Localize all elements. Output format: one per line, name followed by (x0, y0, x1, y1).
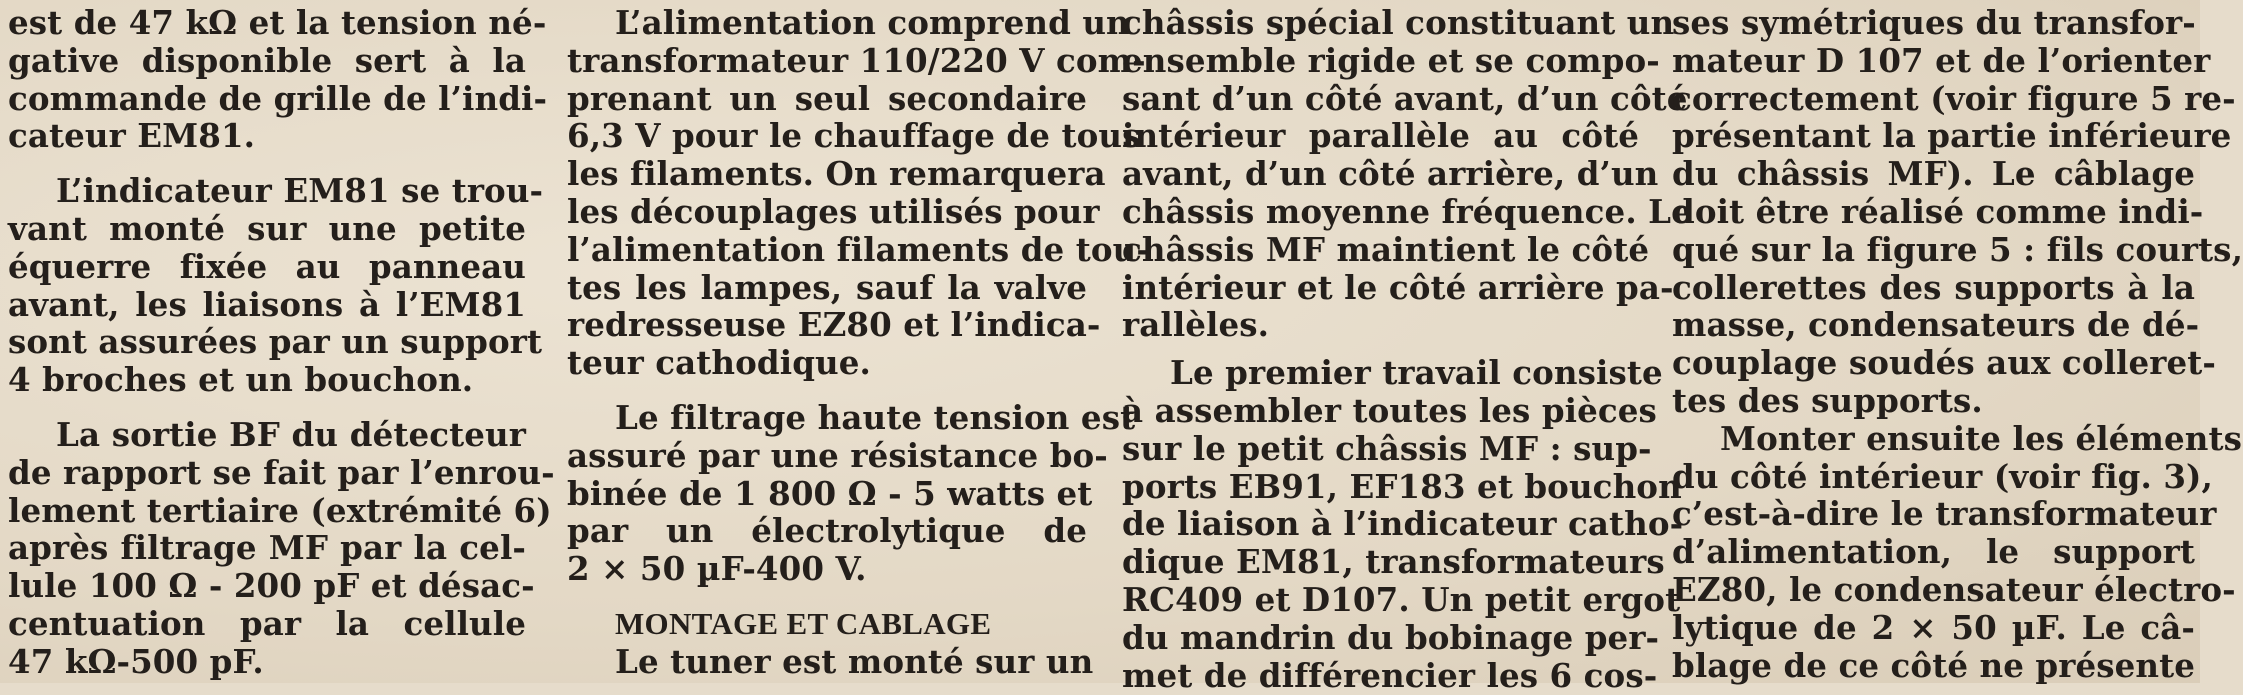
text-line: tes les lampes, sauf la valve (567, 267, 1087, 307)
paragraph (567, 397, 1136, 589)
paragraph (8, 414, 555, 681)
text-line: ensemble rigide et se compo- (1122, 40, 1660, 80)
text-line: du côté intérieur (voir fig. 3), (1672, 456, 2213, 496)
text-line: qué sur la figure 5 : fils courts, (1672, 229, 2243, 269)
text-line: avant, d’un côté arrière, d’un (1122, 154, 1659, 194)
paragraph (8, 3, 548, 156)
text-line: de liaison à l’indicateur catho- (1122, 504, 1684, 544)
text-line: EZ80, le condensateur électro- (1672, 569, 2236, 609)
text-line: châssis spécial constituant un (1122, 3, 1675, 42)
paragraph (1122, 353, 1684, 695)
text-line: commande de grille de l’indi- (8, 78, 548, 118)
text-line: Le tuner est monté sur un (615, 641, 1094, 681)
heading-text: MONTAGE ET CABLAGE (615, 605, 992, 641)
text-line: de rapport se fait par l’enrou- (8, 452, 555, 492)
text-line: 47 kΩ-500 pF. (8, 641, 264, 681)
text-line: Monter ensuite les éléments (1720, 418, 2243, 458)
text-line: l’alimentation filaments de tou- (567, 229, 1150, 269)
text-column-1 (8, 3, 555, 681)
text-line: assuré par une résistance bo- (567, 435, 1108, 475)
text-line: mateur D 107 et de l’orienter (1672, 40, 2211, 80)
text-line: châssis moyenne fréquence. Le (1122, 191, 1692, 231)
text-column-2 (567, 3, 1150, 681)
text-line: transformateur 110/220 V com- (567, 40, 1146, 80)
paragraph (567, 641, 1094, 681)
text-line: à assembler toutes les pièces (1122, 390, 1657, 430)
text-line: RC409 et D107. Un petit ergot (1122, 579, 1681, 619)
text-line: d’alimentation, le support (1672, 532, 2195, 572)
paragraph (567, 3, 1150, 383)
text-line: lule 100 Ω - 200 pF et désac- (8, 566, 535, 606)
paragraph (1672, 3, 2243, 420)
text-line: centuation par la cellule (8, 603, 526, 643)
text-line: La sortie BF du détecteur (56, 414, 526, 454)
text-line: ports EB91, EF183 et bouchon (1122, 466, 1682, 506)
text-line: L’indicateur EM81 se trou- (56, 171, 544, 211)
text-line: prenant un seul secondaire (567, 78, 1087, 118)
text-line: rallèles. (1122, 305, 1270, 345)
text-line: intérieur parallèle au côté (1122, 116, 1639, 156)
text-line: Le premier travail consiste (1170, 353, 1663, 393)
text-line: tes des supports. (1672, 380, 1983, 420)
text-line: lytique de 2 × 50 µF. Le câ- (1672, 607, 2195, 647)
text-line: intérieur et le côté arrière pa- (1122, 267, 1674, 307)
text-line: sont assurées par un support (8, 322, 543, 362)
text-line: ses symétriques du transfor- (1672, 3, 2196, 42)
text-column-4 (1672, 3, 2243, 685)
text-column-3 (1122, 3, 1692, 695)
text-line: Le filtrage haute tension est (615, 397, 1136, 437)
text-line: doit être réalisé comme indi- (1672, 191, 2204, 231)
text-line: cateur EM81. (8, 116, 256, 156)
text-line: les filaments. On remarquera (567, 154, 1106, 194)
text-line: sur le petit châssis MF : sup- (1122, 428, 1652, 468)
text-line: présentant la partie inférieure (1672, 116, 2232, 156)
text-line: blage de ce côté ne présente (1672, 645, 2196, 685)
text-line: 6,3 V pour le chauffage de tous (567, 116, 1141, 156)
text-line: met de différencier les 6 cos- (1122, 655, 1658, 695)
text-line: lement tertiaire (extrémité 6) (8, 490, 552, 530)
text-line: masse, condensateurs de dé- (1672, 305, 2200, 345)
text-line: teur cathodique. (567, 343, 871, 383)
text-line: par un électrolytique de (567, 511, 1087, 551)
text-line: châssis MF maintient le côté (1122, 229, 1650, 269)
text-line: correctement (voir figure 5 re- (1672, 78, 2236, 118)
text-line: du mandrin du bobinage per- (1122, 617, 1660, 657)
section-heading (567, 605, 1087, 643)
text-line: après filtrage MF par la cel- (8, 528, 526, 568)
text-line: vant monté sur une petite (8, 208, 526, 248)
text-line: avant, les liaisons à l’EM81 (8, 284, 526, 324)
text-line: couplage soudés aux colleret- (1672, 343, 2216, 383)
text-line: sant d’un côté avant, d’un côté (1122, 78, 1688, 118)
text-line: équerre fixée au panneau (8, 246, 526, 286)
text-line: collerettes des supports à la (1672, 267, 2195, 307)
paragraph (1122, 3, 1692, 345)
paragraph (8, 171, 544, 400)
text-line: c’est-à-dire le transformateur (1672, 494, 2217, 534)
text-line: 4 broches et un bouchon. (8, 360, 474, 400)
text-line: binée de 1 800 Ω - 5 watts et (567, 473, 1093, 513)
text-line: L’alimentation comprend un (615, 3, 1130, 42)
text-line: du châssis MF). Le câblage (1672, 154, 2195, 194)
text-line: les découplages utilisés pour (567, 191, 1100, 231)
text-line: est de 47 kΩ et la tension né- (8, 3, 547, 42)
text-line: gative disponible sert à la (8, 40, 526, 80)
text-line: 2 × 50 µF-400 V. (567, 549, 867, 589)
paragraph (1672, 418, 2243, 685)
text-line: dique EM81, transformateurs (1122, 542, 1665, 582)
text-line: redresseuse EZ80 et l’indica- (567, 305, 1101, 345)
